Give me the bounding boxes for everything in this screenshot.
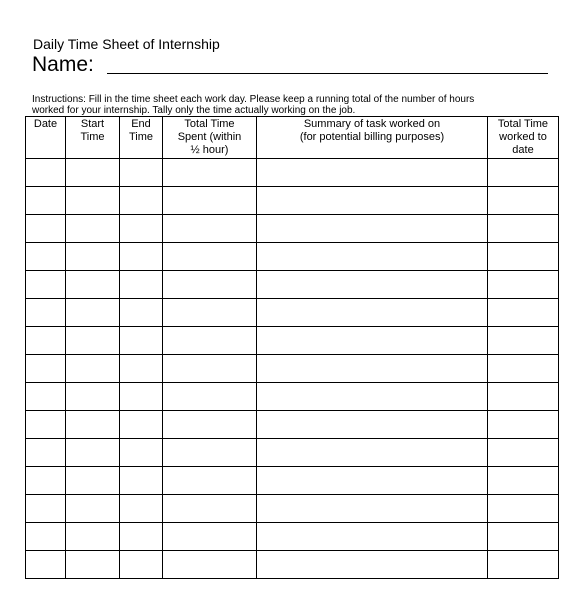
date-cell[interactable] — [26, 355, 66, 383]
start-time-cell[interactable] — [66, 551, 120, 579]
time-spent-cell[interactable] — [163, 495, 257, 523]
total-to-date-cell[interactable] — [488, 187, 559, 215]
total-to-date-cell[interactable] — [488, 495, 559, 523]
end-time-cell[interactable] — [120, 523, 163, 551]
task-summary-cell[interactable] — [257, 327, 488, 355]
end-time-cell[interactable] — [120, 215, 163, 243]
date-cell[interactable] — [26, 215, 66, 243]
time-spent-cell[interactable] — [163, 383, 257, 411]
task-summary-cell[interactable] — [257, 159, 488, 187]
total-to-date-cell[interactable] — [488, 411, 559, 439]
start-time-cell[interactable] — [66, 411, 120, 439]
time-spent-cell[interactable] — [163, 467, 257, 495]
table-row — [26, 383, 559, 411]
date-cell[interactable] — [26, 523, 66, 551]
time-spent-cell[interactable] — [163, 327, 257, 355]
task-summary-cell[interactable] — [257, 187, 488, 215]
date-cell[interactable] — [26, 467, 66, 495]
table-row — [26, 551, 559, 579]
total-to-date-cell[interactable] — [488, 383, 559, 411]
start-time-cell[interactable] — [66, 495, 120, 523]
total-to-date-cell[interactable] — [488, 551, 559, 579]
time-spent-cell[interactable] — [163, 355, 257, 383]
date-cell[interactable] — [26, 383, 66, 411]
end-time-cell[interactable] — [120, 271, 163, 299]
task-summary-cell[interactable] — [257, 551, 488, 579]
start-time-cell[interactable] — [66, 243, 120, 271]
table-body — [26, 159, 559, 579]
end-time-cell[interactable] — [120, 411, 163, 439]
time-spent-cell[interactable] — [163, 271, 257, 299]
total-to-date-cell[interactable] — [488, 327, 559, 355]
start-time-cell[interactable] — [66, 327, 120, 355]
table-row — [26, 327, 559, 355]
end-time-cell[interactable] — [120, 159, 163, 187]
time-spent-cell[interactable] — [163, 551, 257, 579]
task-summary-cell[interactable] — [257, 383, 488, 411]
total-to-date-cell[interactable] — [488, 467, 559, 495]
task-summary-cell[interactable] — [257, 299, 488, 327]
end-time-cell[interactable] — [120, 187, 163, 215]
end-time-cell[interactable] — [120, 383, 163, 411]
end-time-cell[interactable] — [120, 495, 163, 523]
table-row — [26, 467, 559, 495]
date-cell[interactable] — [26, 187, 66, 215]
start-time-cell[interactable] — [66, 439, 120, 467]
time-spent-cell[interactable] — [163, 299, 257, 327]
instructions — [32, 94, 562, 116]
end-time-cell[interactable] — [120, 327, 163, 355]
start-time-cell[interactable] — [66, 299, 120, 327]
date-cell[interactable] — [26, 551, 66, 579]
date-cell[interactable] — [26, 243, 66, 271]
header-start-time: Start Time — [66, 117, 120, 159]
instructions-line: worked for your internship. Tally only the time actually working on the job. — [32, 105, 356, 116]
time-spent-cell[interactable] — [163, 187, 257, 215]
start-time-cell[interactable] — [66, 523, 120, 551]
total-to-date-cell[interactable] — [488, 215, 559, 243]
time-sheet-table — [25, 116, 559, 579]
task-summary-cell[interactable] — [257, 355, 488, 383]
date-cell[interactable] — [26, 327, 66, 355]
header-row — [26, 117, 559, 159]
task-summary-cell[interactable] — [257, 215, 488, 243]
end-time-cell[interactable] — [120, 439, 163, 467]
start-time-cell[interactable] — [66, 187, 120, 215]
date-cell[interactable] — [26, 495, 66, 523]
date-cell[interactable] — [26, 439, 66, 467]
time-spent-cell[interactable] — [163, 523, 257, 551]
start-time-cell[interactable] — [66, 383, 120, 411]
date-cell[interactable] — [26, 159, 66, 187]
date-cell[interactable] — [26, 299, 66, 327]
header-total-time-spent: Total Time Spent (within ½ hour) — [163, 117, 257, 159]
task-summary-cell[interactable] — [257, 243, 488, 271]
end-time-cell[interactable] — [120, 467, 163, 495]
name-field-line[interactable] — [107, 73, 548, 74]
table-row — [26, 495, 559, 523]
time-spent-cell[interactable] — [163, 159, 257, 187]
task-summary-cell[interactable] — [257, 495, 488, 523]
start-time-cell[interactable] — [66, 159, 120, 187]
total-to-date-cell[interactable] — [488, 439, 559, 467]
task-summary-cell[interactable] — [257, 411, 488, 439]
header-total-time-to-date: Total Time worked to date — [488, 117, 559, 159]
date-cell[interactable] — [26, 411, 66, 439]
header-date: Date — [26, 117, 66, 159]
name-label: Name: — [32, 53, 94, 76]
total-to-date-cell[interactable] — [488, 523, 559, 551]
start-time-cell[interactable] — [66, 467, 120, 495]
task-summary-cell[interactable] — [257, 523, 488, 551]
time-spent-cell[interactable] — [163, 243, 257, 271]
table-row — [26, 355, 559, 383]
table-row — [26, 439, 559, 467]
task-summary-cell[interactable] — [257, 439, 488, 467]
task-summary-cell[interactable] — [257, 467, 488, 495]
start-time-cell[interactable] — [66, 215, 120, 243]
table-row — [26, 523, 559, 551]
end-time-cell[interactable] — [120, 243, 163, 271]
table-row — [26, 411, 559, 439]
table-row — [26, 243, 559, 271]
total-to-date-cell[interactable] — [488, 159, 559, 187]
table-row — [26, 271, 559, 299]
time-spent-cell[interactable] — [163, 411, 257, 439]
table-row — [26, 299, 559, 327]
task-summary-cell[interactable] — [257, 271, 488, 299]
table-row — [26, 215, 559, 243]
date-cell[interactable] — [26, 271, 66, 299]
start-time-cell[interactable] — [66, 271, 120, 299]
document-title: Daily Time Sheet of Internship — [33, 36, 220, 52]
header-task-summary: Summary of task worked on (for potential billing purposes) — [257, 117, 488, 159]
total-to-date-cell[interactable] — [488, 243, 559, 271]
time-spent-cell[interactable] — [163, 215, 257, 243]
instructions-line: Instructions: Fill in the time sheet each work day. Please keep a running total of the number of hours — [32, 94, 475, 105]
table-row — [26, 187, 559, 215]
end-time-cell[interactable] — [120, 299, 163, 327]
total-to-date-cell[interactable] — [488, 299, 559, 327]
header-end-time: End Time — [120, 117, 163, 159]
total-to-date-cell[interactable] — [488, 355, 559, 383]
total-to-date-cell[interactable] — [488, 271, 559, 299]
end-time-cell[interactable] — [120, 355, 163, 383]
time-spent-cell[interactable] — [163, 439, 257, 467]
end-time-cell[interactable] — [120, 551, 163, 579]
name-row — [32, 54, 552, 76]
start-time-cell[interactable] — [66, 355, 120, 383]
table-row — [26, 159, 559, 187]
